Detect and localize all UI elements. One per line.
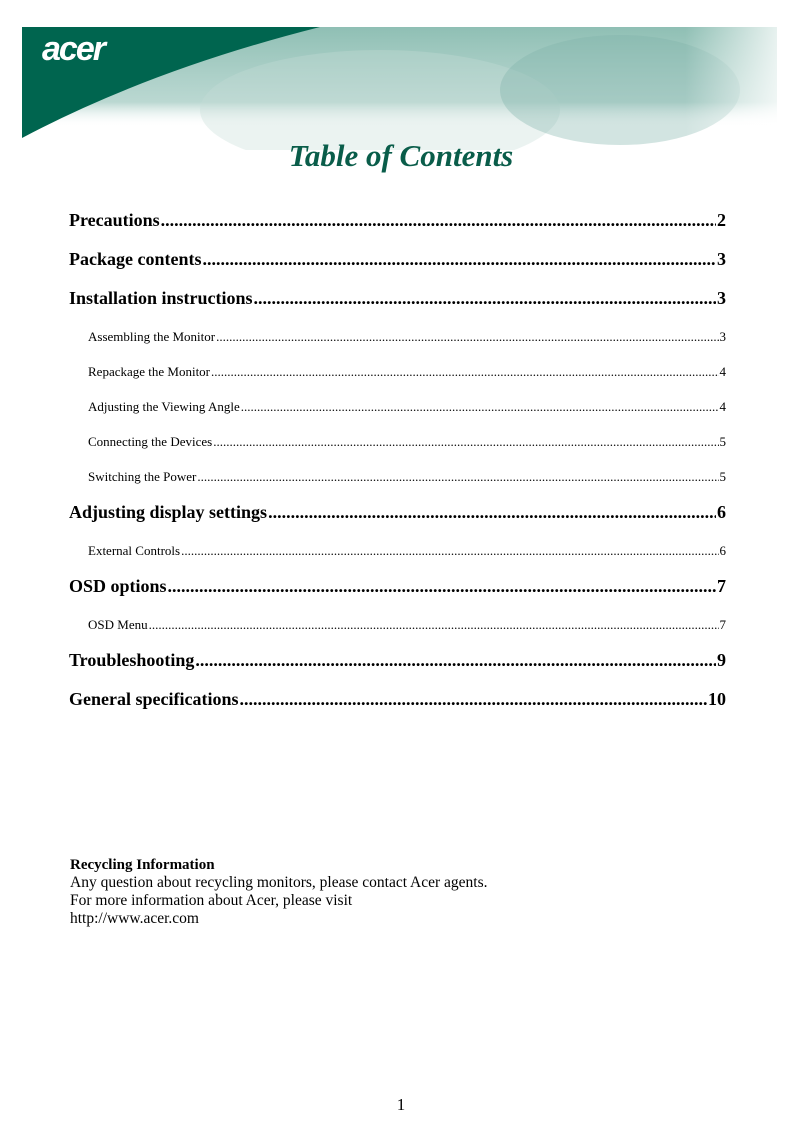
toc-entry[interactable]: [69, 536, 726, 571]
toc-leader-dots: [239, 684, 707, 714]
toc-entry[interactable]: [69, 205, 726, 244]
toc-entry-label: Troubleshooting: [69, 650, 195, 670]
toc-entry-page: 9: [717, 650, 726, 670]
toc-entry-page: 7: [719, 617, 726, 632]
toc-entry-label: General specifications: [69, 689, 239, 709]
toc-leader-dots: [195, 645, 716, 675]
toc-leader-dots: [161, 205, 716, 235]
header-banner: [0, 0, 802, 150]
toc-entry-label: OSD Menu: [88, 617, 148, 632]
toc-entry[interactable]: [69, 571, 726, 610]
recycling-information: [70, 856, 488, 928]
toc-entry-label: External Controls: [88, 543, 181, 558]
toc-entry[interactable]: [69, 322, 726, 357]
toc-leader-dots: [211, 357, 718, 387]
banner-graphic: [0, 0, 802, 150]
recycling-line: Any question about recycling monitors, please contact Acer agents.: [70, 874, 488, 891]
toc-entry-page: 5: [719, 469, 726, 484]
toc-entry-label: Switching the Power: [88, 469, 197, 484]
toc-entry-label: Precautions: [69, 210, 160, 230]
toc-entry-label: Adjusting the Viewing Angle: [88, 399, 240, 414]
toc-leader-dots: [197, 462, 718, 492]
toc-entry-page: 3: [717, 288, 726, 308]
toc-leader-dots: [168, 571, 716, 601]
recycling-line: For more information about Acer, please visit: [70, 892, 353, 909]
toc-entry-label: Repackage the Monitor: [88, 364, 211, 379]
toc-leader-dots: [268, 497, 716, 527]
toc-entry-page: 4: [719, 364, 726, 379]
toc-entry-page: 3: [719, 329, 726, 344]
toc-leader-dots: [202, 244, 716, 274]
toc-entry-page: 4: [719, 399, 726, 414]
acer-logo: acer: [42, 30, 104, 68]
toc-entry-page: 6: [719, 543, 726, 558]
page-title: Table of Contents: [288, 138, 514, 173]
toc-entry[interactable]: [69, 462, 726, 497]
toc-entry-label: OSD options: [69, 576, 167, 596]
toc-leader-dots: [213, 427, 718, 457]
recycling-heading: Recycling Information: [70, 857, 215, 873]
toc-entry[interactable]: [69, 645, 726, 684]
toc-entry-page: 3: [717, 249, 726, 269]
toc-leader-dots: [241, 392, 719, 422]
toc-leader-dots: [216, 322, 718, 352]
acer-website-link[interactable]: http://www.acer.com: [70, 910, 199, 927]
toc-leader-dots: [254, 283, 716, 313]
toc-entry[interactable]: [69, 283, 726, 322]
page-number: 1: [396, 1095, 406, 1114]
toc-entry[interactable]: [69, 244, 726, 283]
toc-leader-dots: [149, 610, 719, 640]
toc-entry[interactable]: [69, 497, 726, 536]
toc-entry[interactable]: [69, 357, 726, 392]
toc-entry[interactable]: [69, 427, 726, 462]
toc-entry-label: Adjusting display settings: [69, 502, 268, 522]
toc-entry-page: 6: [717, 502, 726, 522]
toc-entry-page: 2: [717, 210, 726, 230]
toc-leader-dots: [181, 536, 718, 566]
toc-entry-label: Connecting the Devices: [88, 434, 213, 449]
toc-entry[interactable]: [69, 684, 726, 723]
toc-entry-page: 7: [717, 576, 726, 596]
toc-entry-label: Installation instructions: [69, 288, 253, 308]
toc-entry[interactable]: [69, 610, 726, 645]
table-of-contents: [69, 205, 726, 723]
toc-entry-label: Package contents: [69, 249, 202, 269]
toc-entry[interactable]: [69, 392, 726, 427]
toc-entry-page: 10: [708, 689, 726, 709]
toc-entry-page: 5: [719, 434, 726, 449]
toc-entry-label: Assembling the Monitor: [88, 329, 216, 344]
